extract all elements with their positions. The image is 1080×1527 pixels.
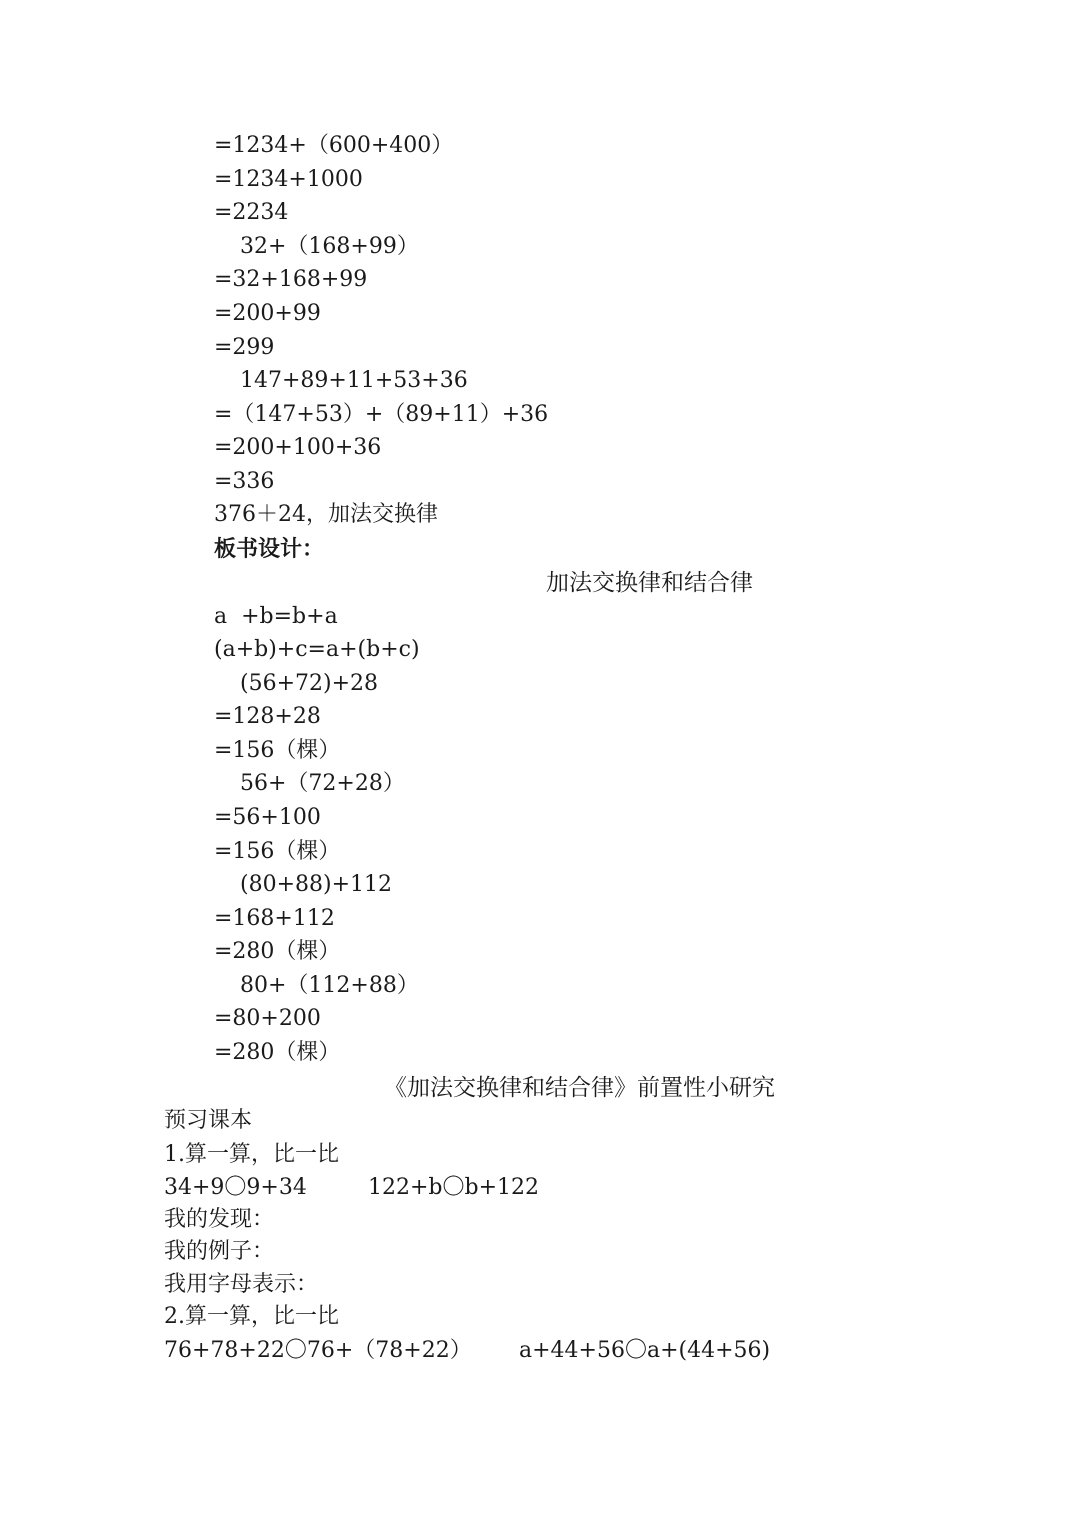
- letters-prompt: 我用字母表示：: [164, 1272, 319, 1297]
- calc-line: =1234+（600+400）: [214, 133, 454, 158]
- preview-study-title: 《加法交换律和结合律》前置性小研究: [384, 1075, 775, 1101]
- board-design-heading: 板书设计：: [214, 536, 325, 562]
- question-1-right-expression: 122+b〇b+122: [368, 1175, 540, 1200]
- formula-commutative: a +b=b+a: [214, 604, 338, 629]
- board-line: 80+（112+88）: [240, 973, 419, 998]
- formula-associative: (a+b)+c=a+(b+c): [214, 637, 420, 662]
- discovery-prompt: 我的发现：: [164, 1207, 275, 1232]
- calc-line: =200+99: [214, 301, 321, 326]
- board-line: =80+200: [214, 1006, 321, 1031]
- question-1-heading: 1.算一算，比一比: [164, 1142, 339, 1167]
- board-line: (80+88)+112: [240, 872, 393, 897]
- question-2-heading: 2.算一算，比一比: [164, 1304, 339, 1329]
- question-2-right-expression: a+44+56〇a+(44+56): [519, 1338, 771, 1363]
- board-design-title: 加法交换律和结合律: [546, 570, 753, 596]
- board-line: 56+（72+28）: [240, 771, 405, 796]
- question-2-left-expression: 76+78+22〇76+（78+22）: [164, 1338, 472, 1363]
- calc-line: 32+（168+99）: [240, 234, 419, 259]
- calc-line: =32+168+99: [214, 267, 368, 292]
- board-line: (56+72)+28: [240, 671, 379, 696]
- calc-line: =（147+53）+（89+11）+36: [214, 402, 549, 427]
- calc-line: 376＋24，加法交换律: [214, 502, 438, 527]
- example-prompt: 我的例子：: [164, 1239, 275, 1264]
- board-line: =128+28: [214, 704, 321, 729]
- board-line: =156（棵）: [214, 738, 341, 763]
- calc-line: =2234: [214, 200, 289, 225]
- board-line: =280（棵）: [214, 939, 341, 964]
- calc-line: 147+89+11+53+36: [240, 368, 468, 393]
- calc-line: =299: [214, 335, 275, 360]
- calc-line: =200+100+36: [214, 435, 382, 460]
- question-1-left-expression: 34+9〇9+34: [164, 1175, 307, 1200]
- board-line: =280（棵）: [214, 1040, 341, 1065]
- board-line: =56+100: [214, 805, 321, 830]
- calc-line: =1234+1000: [214, 167, 363, 192]
- board-line: =156（棵）: [214, 839, 341, 864]
- preview-subtitle: 预习课本: [164, 1108, 253, 1133]
- calc-line: =336: [214, 469, 275, 494]
- board-line: =168+112: [214, 906, 335, 931]
